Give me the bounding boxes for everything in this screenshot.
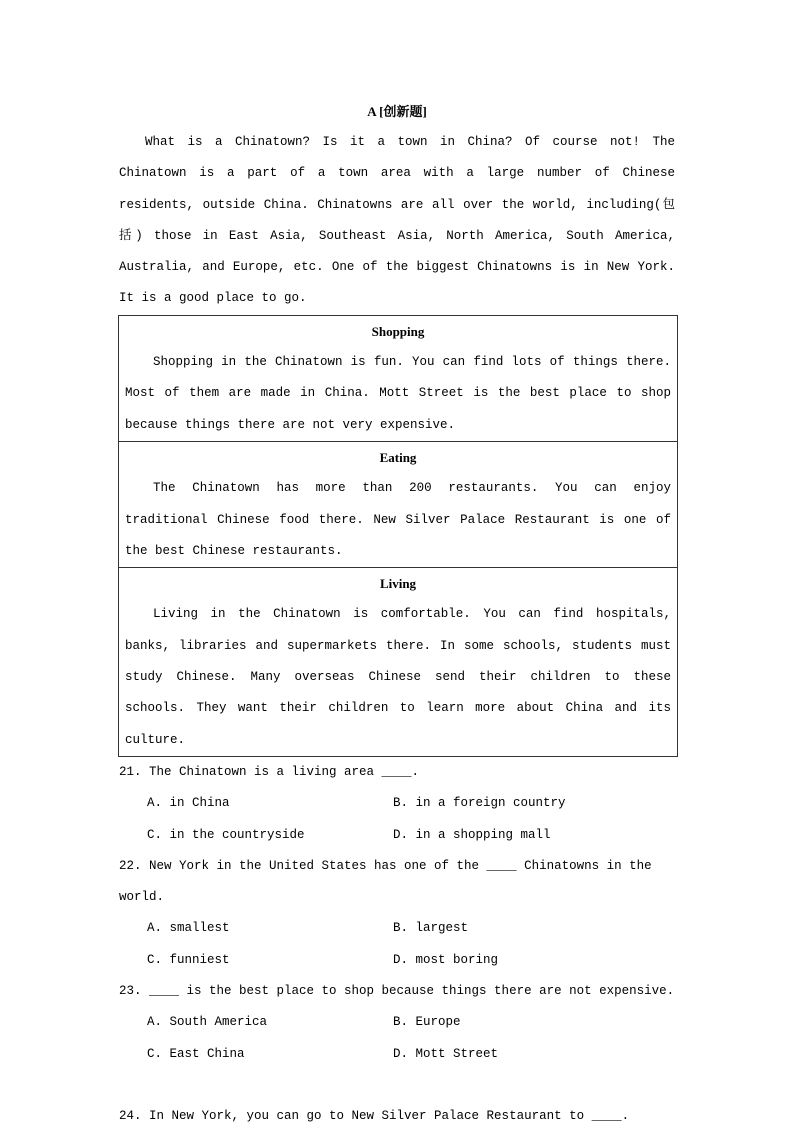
document-page xyxy=(119,96,675,1132)
option-c: C. funniest xyxy=(147,952,230,967)
option-list xyxy=(119,913,675,976)
option-b: B. in a foreign country xyxy=(393,796,566,811)
passage-title: A [创新题] xyxy=(367,104,427,119)
option-d: D. most boring xyxy=(393,952,499,967)
section-heading: Eating xyxy=(379,449,417,465)
section-living xyxy=(119,567,677,756)
option-a: A. smallest xyxy=(147,921,230,936)
section-heading: Shopping xyxy=(371,323,425,339)
section-eating xyxy=(119,441,677,567)
option-list xyxy=(119,788,675,851)
question-21 xyxy=(119,757,675,851)
question-stem: 24. In New York, you can go to New Silver Palace Restaurant to ____. xyxy=(119,1108,630,1123)
option-d: D. Mott Street xyxy=(393,1046,499,1061)
section-text: The Chinatown has more than 200 restaurants. You can enjoy traditional Chinese food there. New Silver Palace Restaurant is one of the best Chinese restaurants. xyxy=(125,481,671,558)
question-stem: 23. ____ is the best place to shop because things there are not expensive. xyxy=(119,984,675,999)
option-b: B. Europe xyxy=(393,1015,461,1030)
option-list xyxy=(119,1007,675,1070)
option-c: C. in the countryside xyxy=(147,827,305,842)
section-shopping xyxy=(119,316,677,441)
option-d: D. in a shopping mall xyxy=(393,827,551,842)
section-text: Living in the Chinatown is comfortable. You can find hospitals, banks, libraries and supermarkets there. In some schools, students must study Chinese. Many overseas Chinese send their children to these schools. They want their children to learn more about China and its culture. xyxy=(125,607,671,747)
spacer xyxy=(119,1070,675,1101)
option-c: C. East China xyxy=(147,1046,245,1061)
question-stem: 22. New York in the United States has one of the ____ Chinatowns in the world. xyxy=(119,858,652,905)
info-table xyxy=(118,315,678,757)
option-a: A. in China xyxy=(147,796,230,811)
question-23 xyxy=(119,976,675,1070)
question-24 xyxy=(119,1101,675,1132)
option-a: A. South America xyxy=(147,1015,268,1030)
section-heading: Living xyxy=(379,576,417,592)
section-text: Shopping in the Chinatown is fun. You can find lots of things there. Most of them are made in China. Mott Street is the best place to shop because things there are not very expensive. xyxy=(125,355,671,432)
question-22 xyxy=(119,851,675,976)
intro-paragraph: What is a Chinatown? Is it a town in China? Of course not! The Chinatown is a part of a town area with a large number of Chinese residents, outside China. Chinatowns are all over the world, including(包括) those in East Asia, Southeast Asia, North America, South America, Australia, and Europe, etc. One of the biggest Chinatowns is in New York. It is a good place to go. xyxy=(119,135,675,306)
option-b: B. largest xyxy=(393,921,469,936)
question-stem: 21. The Chinatown is a living area ____. xyxy=(119,764,420,779)
